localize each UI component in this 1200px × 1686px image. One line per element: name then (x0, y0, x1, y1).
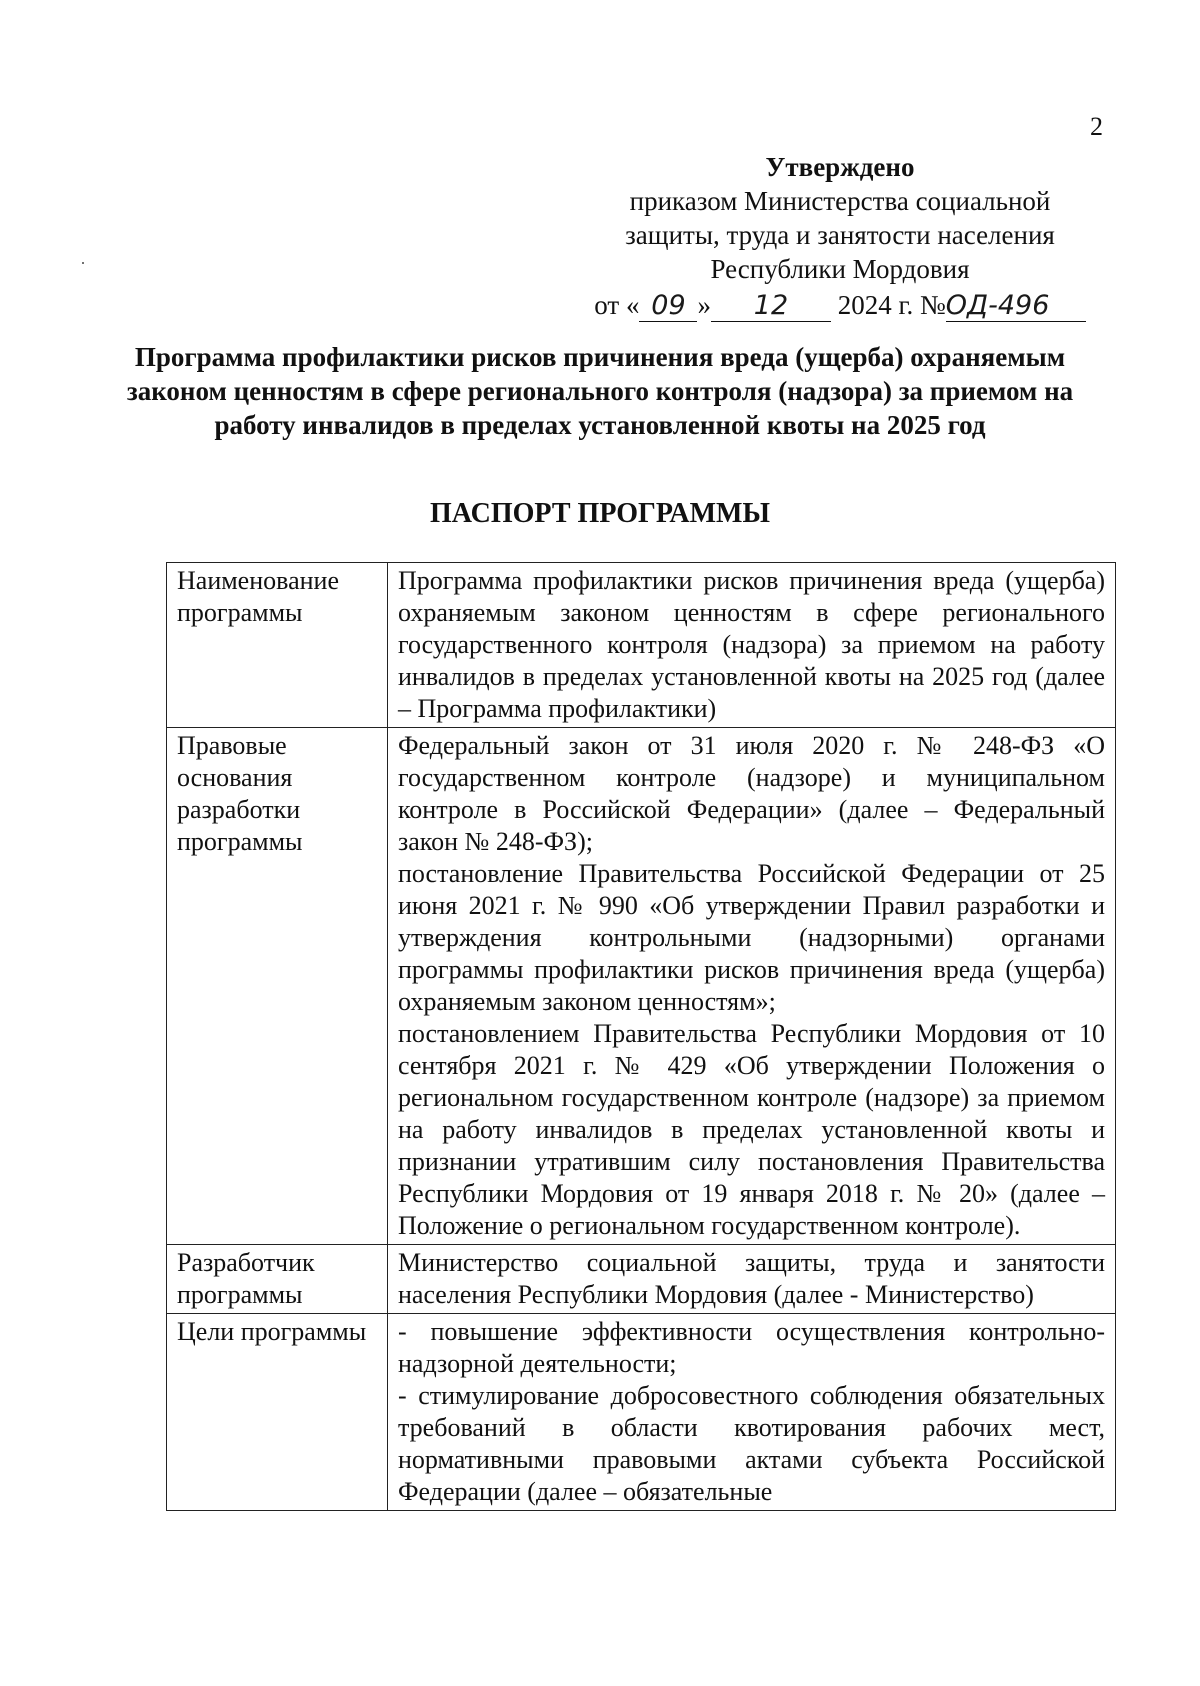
row-value (388, 563, 1116, 728)
approval-heading: Утверждено (765, 152, 915, 182)
approval-line-1: приказом Министерства социальной (629, 186, 1051, 216)
row-label: Наименование программы (167, 563, 388, 728)
row-label: Правовые основания разработки программы (167, 728, 388, 1245)
approval-block (580, 150, 1100, 322)
row-value (388, 1314, 1116, 1511)
value-paragraph: постановлением Правительства Республики Мордовия от 10 сентября 2021 г. № 429 «Об утверждении Положения о региональном государственном контроле (надзоре) за приемом на работу инвалидов в пределах установленной квоты и признании утратившим силу постановления Правительства Республики Мордовия от 19 января 2018 г. № 20» (далее – Положение о региональном государственном контроле). (398, 1019, 1105, 1240)
row-value (388, 728, 1116, 1245)
value-paragraph: постановление Правительства Российской Федерации от 25 июня 2021 г. № 990 «Об утверждении Правил разработки и утверждения контрольными (надзорными) органами программы профилактики рисков причинения вреда (ущерба) охраняемым законом ценностям»; (398, 859, 1105, 1016)
order-year: 2024 г. № (837, 290, 946, 320)
value-paragraph: Федеральный закон от 31 июля 2020 г. № 248-ФЗ «О государственном контроле (надзоре) и муниципальном контроле в Российской Федерации» (далее – Федеральный закон № 248-ФЗ); (398, 731, 1105, 856)
page-number: 2 (1090, 112, 1103, 141)
order-number-field: ОД-496 (946, 291, 1086, 322)
document-title: Программа профилактики рисков причинения вреда (ущерба) охраняемым законом ценностям в сфере регионального контроля (надзора) за приемом на работу инвалидов в пределах установленной квоты на 2025 год (126, 342, 1074, 440)
table-row (167, 563, 1116, 728)
order-quote-close: » (697, 290, 711, 320)
order-month-field: 12 (711, 291, 831, 322)
passport-table (166, 562, 1116, 1511)
row-label: Цели программы (167, 1314, 388, 1511)
value-paragraph: Программа профилактики рисков причинения вреда (ущерба) охраняемым законом ценностям в сфере регионального государственного контроля (надзора) за приемом на работу инвалидов в пределах установленной квоты на 2025 год (далее – Программа профилактики) (398, 566, 1105, 723)
approval-line-2: защиты, труда и занятости населения (625, 220, 1055, 250)
table-row (167, 1314, 1116, 1511)
order-prefix: от « (594, 290, 640, 320)
table-row (167, 728, 1116, 1245)
order-day-field: 09 (639, 291, 697, 322)
value-paragraph: - повышение эффективности осуществления контрольно-надзорной деятельности; (398, 1317, 1105, 1378)
section-title: ПАСПОРТ ПРОГРАММЫ (430, 498, 770, 529)
order-line (580, 288, 1100, 322)
value-paragraph: Министерство социальной защиты, труда и занятости населения Республики Мордовия (далее - Министерство) (398, 1248, 1105, 1309)
row-label: Разработчик программы (167, 1245, 388, 1314)
row-value (388, 1245, 1116, 1314)
table-row (167, 1245, 1116, 1314)
approval-line-3: Республики Мордовия (710, 254, 970, 284)
value-paragraph: - стимулирование добросовестного соблюдения обязательных требований в области квотирования рабочих мест, нормативными правовыми актами субъекта Российской Федерации (далее – обязательные (398, 1381, 1105, 1506)
scan-speck (82, 262, 84, 264)
